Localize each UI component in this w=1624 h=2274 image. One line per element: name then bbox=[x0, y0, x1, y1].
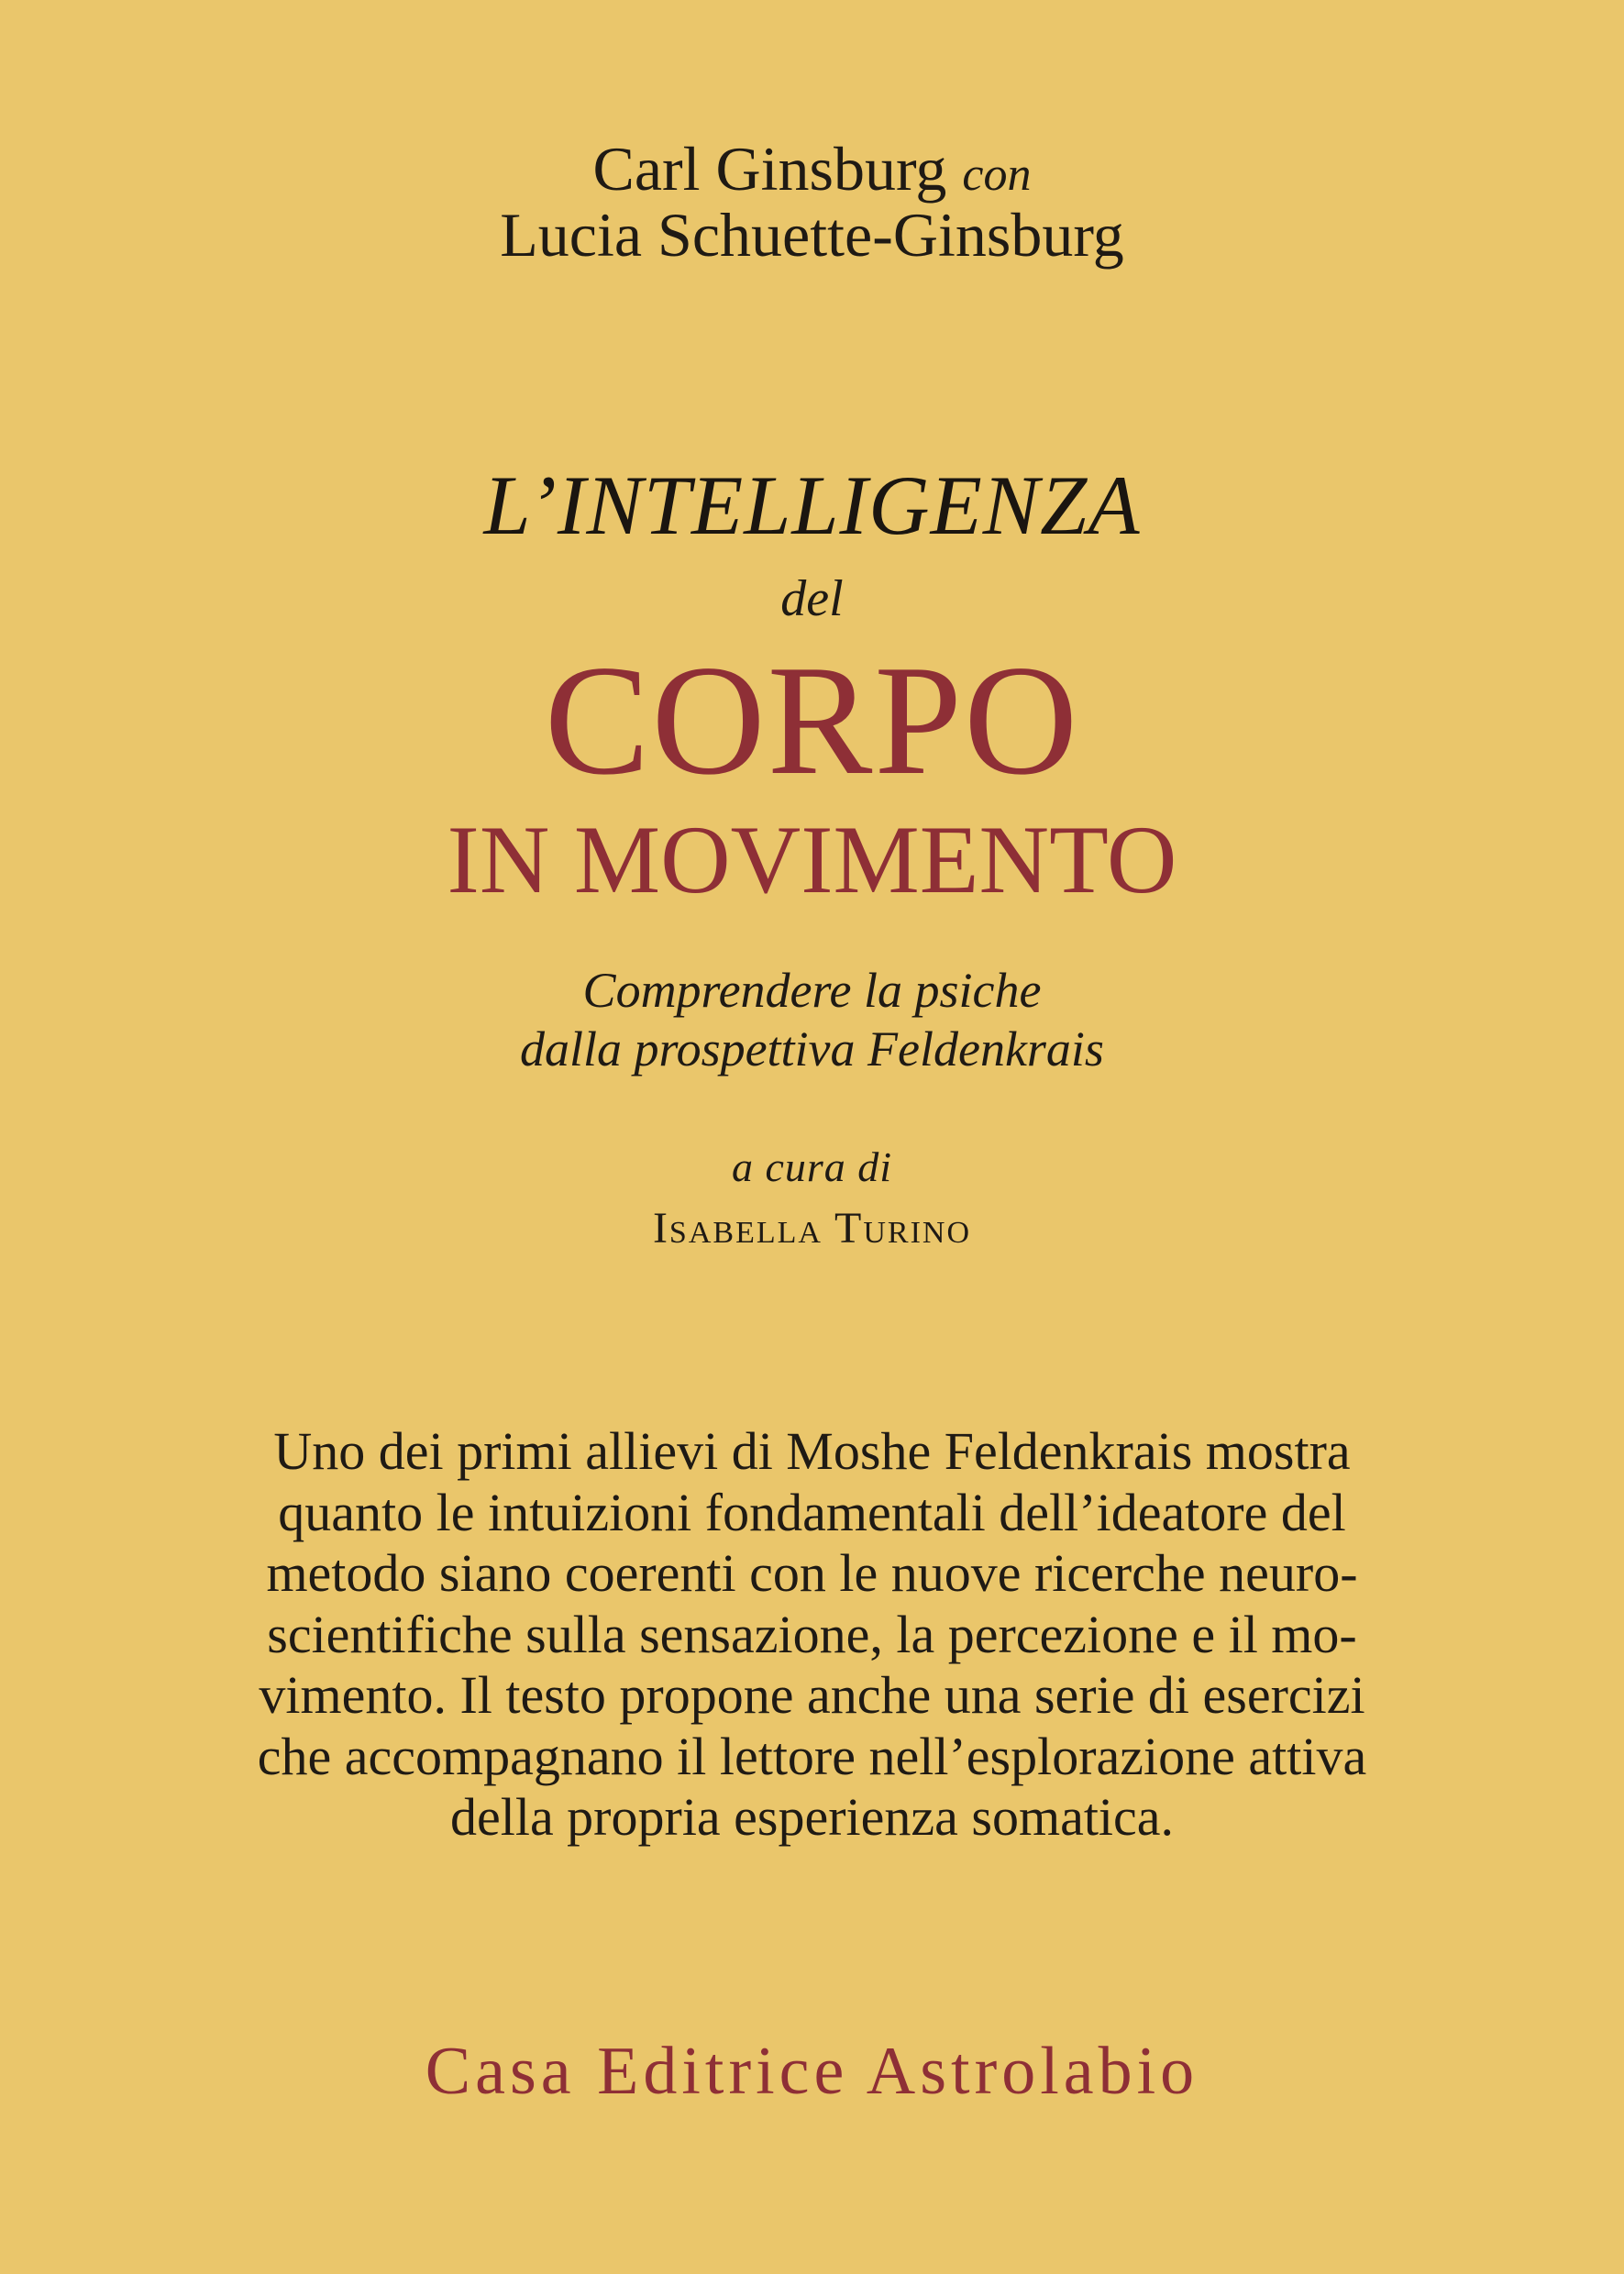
blurb-line: metodo siano coerenti con le nuove ricerche neuro- bbox=[266, 1543, 1358, 1603]
blurb-line: vimento. Il testo propone anche una serie di esercizi bbox=[259, 1665, 1365, 1725]
author-connector: con bbox=[962, 149, 1032, 201]
author-secondary: Lucia Schuette-Ginsburg bbox=[500, 200, 1124, 270]
title-prefix: L’INTELLIGENZA bbox=[483, 458, 1141, 552]
author-line-primary bbox=[0, 134, 1624, 204]
blurb-line: scientifiche sulla sensazione, la percezione e il mo- bbox=[267, 1604, 1357, 1664]
title-connector: del bbox=[780, 570, 844, 627]
blurb bbox=[0, 1421, 1624, 1849]
blurb-line: quanto le intuizioni fondamentali dell’ideatore del bbox=[278, 1482, 1346, 1542]
title-sub: IN MOVIMENTO bbox=[447, 806, 1177, 913]
blurb-line: che accompagnano il lettore nell’esplorazione attiva bbox=[257, 1726, 1367, 1786]
editor-name: Isabella Turino bbox=[652, 1204, 972, 1253]
publisher-name: Casa Editrice Astrolabio bbox=[425, 2034, 1199, 2109]
author-primary: Carl Ginsburg bbox=[592, 134, 947, 204]
blurb-line: Uno dei primi allievi di Moshe Feldenkrais mostra bbox=[273, 1421, 1351, 1481]
title-main: CORPO bbox=[544, 634, 1080, 808]
subtitle-line-1: Comprendere la psiche bbox=[582, 963, 1042, 1018]
subtitle-line-2: dalla prospettiva Feldenkrais bbox=[520, 1021, 1104, 1076]
blurb-line: della propria esperienza somatica. bbox=[449, 1787, 1175, 1847]
editor-label: a cura di bbox=[731, 1143, 893, 1190]
